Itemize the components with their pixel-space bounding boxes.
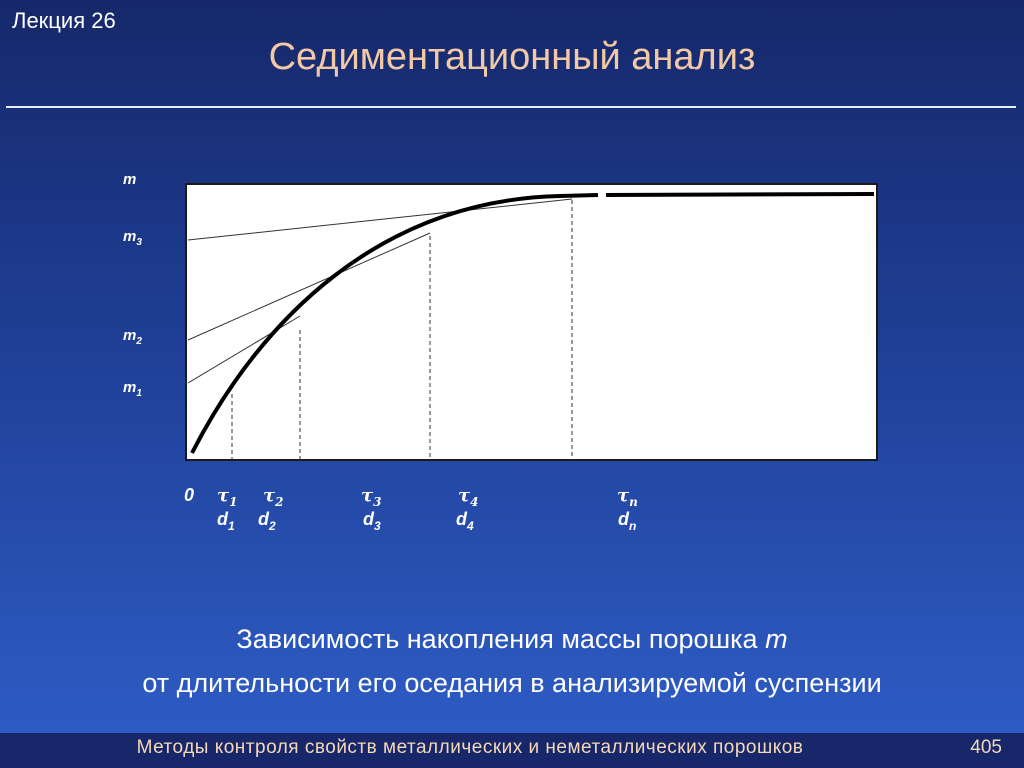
d-label-4: $d_4$ [456, 509, 474, 533]
tau-label-1: $\tau_1$ [217, 485, 238, 509]
y-label-m1: $m_1$ [123, 379, 142, 399]
d-label-n: $d_n$ [618, 509, 637, 533]
footer-course-title: Методы контроля свойств металлических и неметаллических порошков [136, 737, 804, 758]
d-label-1: $d_1$ [217, 509, 235, 533]
lecture-label: Лекция 26 [12, 8, 116, 33]
caption-line-1-text: Зависимость накопления массы порошка [236, 624, 766, 654]
d-label-3: $d_3$ [363, 509, 381, 533]
page-number: 405 [970, 737, 1002, 758]
y-label-m2: $m_2$ [123, 327, 142, 347]
caption-line-2: от длительности его оседания в анализируемой суспензии [142, 668, 882, 698]
y-label-m: m [123, 171, 137, 188]
origin-label: 0 [184, 485, 195, 505]
caption-line-1 [0, 624, 1024, 655]
page-title: Седиментационный анализ [268, 36, 756, 78]
caption-mass-variable: m [765, 624, 788, 654]
tau-label-4: $\tau_4$ [458, 485, 479, 509]
accumulation-curve-plateau [606, 194, 874, 195]
tau-label-n: $\tau_n$ [617, 485, 638, 509]
y-label-m3: $m_3$ [123, 228, 142, 248]
tau-label-3: $\tau_3$ [361, 485, 382, 509]
tau-label-2: $\tau_2$ [263, 485, 284, 509]
d-label-2: $d_2$ [258, 509, 276, 533]
